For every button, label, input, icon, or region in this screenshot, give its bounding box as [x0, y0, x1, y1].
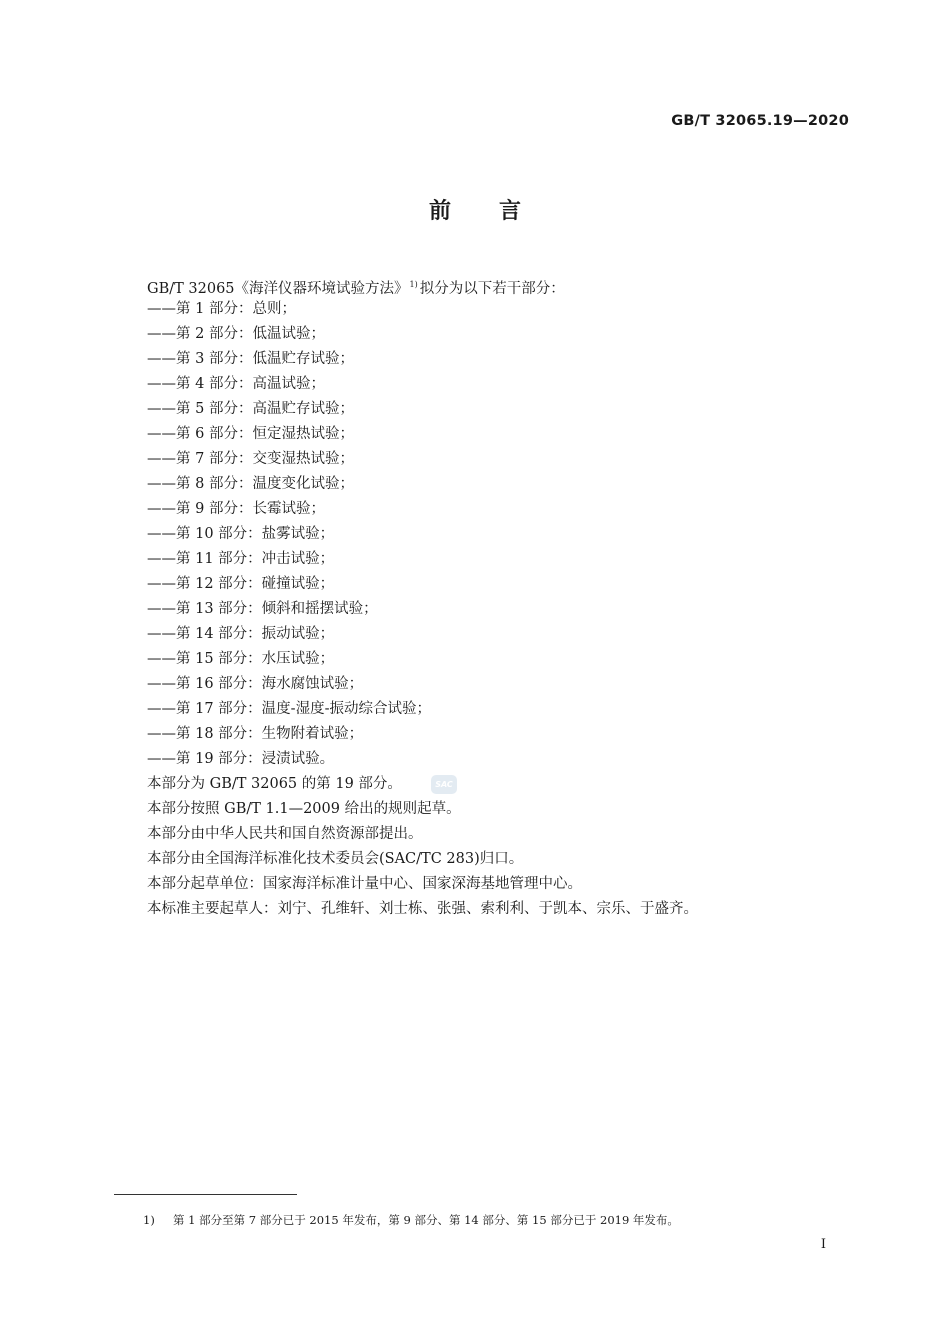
- intro-text-before: GB/T 32065《海洋仪器环境试验方法》: [147, 281, 409, 297]
- intro-line: [147, 272, 867, 297]
- list-item: ——第 12 部分：碰撞试验；: [147, 576, 335, 592]
- footnote-marker: 1): [143, 1213, 155, 1227]
- page-number: I: [820, 1237, 826, 1252]
- sac-watermark-logo: SAC: [431, 775, 457, 794]
- list-item: ——第 17 部分：温度-湿度-振动综合试验；: [147, 701, 431, 717]
- list-item: ——第 14 部分：振动试验；: [147, 626, 335, 642]
- list-item: ——第 1 部分：总则；: [147, 301, 296, 317]
- list-item: ——第 7 部分：交变湿热试验；: [147, 451, 354, 467]
- statement-committee: 本部分由全国海洋标准化技术委员会(SAC/TC 283)归口。: [147, 851, 524, 867]
- standard-code: GB/T 32065.19—2020: [671, 113, 849, 129]
- foreword-body: [147, 272, 867, 922]
- list-item: ——第 6 部分：恒定湿热试验；: [147, 426, 354, 442]
- page-title: 前言: [428, 199, 569, 224]
- list-item: ——第 10 部分：盐雾试验；: [147, 526, 335, 542]
- list-item: ——第 2 部分：低温试验；: [147, 326, 325, 342]
- list-item: ——第 18 部分：生物附着试验；: [147, 726, 364, 742]
- list-item: ——第 15 部分：水压试验；: [147, 651, 335, 667]
- list-item: ——第 11 部分：冲击试验；: [147, 551, 335, 567]
- list-item: ——第 9 部分：长霉试验；: [147, 501, 325, 517]
- list-item: ——第 16 部分：海水腐蚀试验；: [147, 676, 364, 692]
- list-item: ——第 13 部分：倾斜和摇摆试验；: [147, 601, 378, 617]
- statement-text: 本部分为 GB/T 32065 的第 19 部分。: [147, 776, 402, 792]
- footnote-text: 第 1 部分至第 7 部分已于 2015 年发布，第 9 部分、第 14 部分、第 15 部分已于 2019 年发布。: [173, 1213, 679, 1227]
- footnote-divider: [114, 1194, 297, 1195]
- statement-part-number: [147, 772, 867, 797]
- statement-drafting-units: 本部分起草单位：国家海洋标准计量中心、国家深海基地管理中心。: [147, 876, 582, 892]
- list-item: ——第 3 部分：低温贮存试验；: [147, 351, 354, 367]
- footnote-reference[interactable]: 1): [409, 280, 418, 289]
- statement-proposer: 本部分由中华人民共和国自然资源部提出。: [147, 826, 423, 842]
- list-item: ——第 19 部分：浸渍试验。: [147, 751, 335, 767]
- statement-drafting-rules: 本部分按照 GB/T 1.1—2009 给出的规则起草。: [147, 801, 461, 817]
- list-item: ——第 4 部分：高温试验；: [147, 376, 325, 392]
- intro-text-after: 拟分为以下若干部分：: [419, 281, 565, 297]
- footnote: [143, 1212, 679, 1228]
- list-item: ——第 8 部分：温度变化试验；: [147, 476, 354, 492]
- statement-drafters: 本标准主要起草人：刘宁、孔维轩、刘士栋、张强、索利利、于凯本、宗乐、于盛齐。: [147, 901, 698, 917]
- list-item: ——第 5 部分：高温贮存试验；: [147, 401, 354, 417]
